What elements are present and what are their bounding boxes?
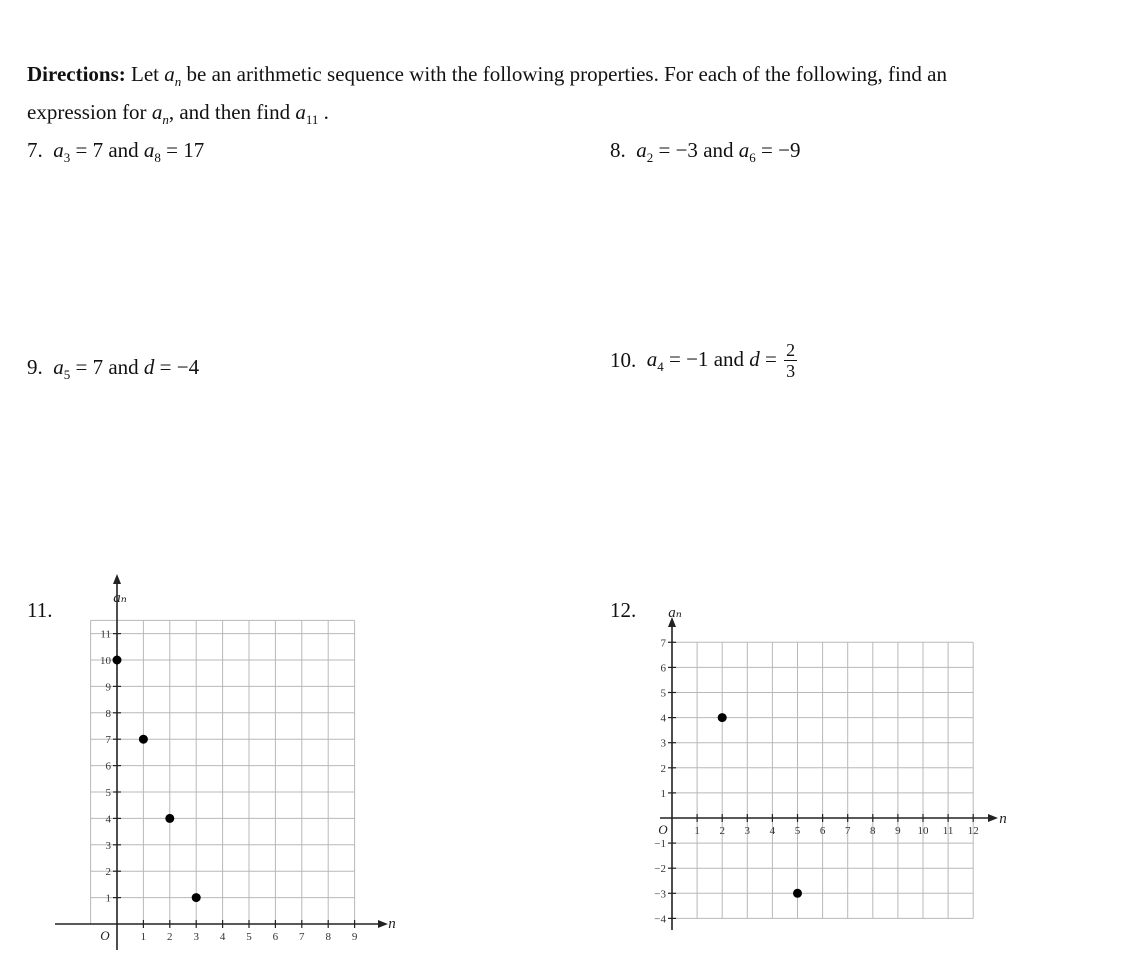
x-tick-label: 1	[694, 825, 700, 837]
y-tick-label: 4	[660, 712, 666, 725]
value-1: = −3	[658, 138, 698, 162]
origin-label: O	[658, 822, 668, 837]
fraction-numerator: 2	[786, 340, 796, 360]
value-1: = 7	[75, 138, 104, 162]
problem-number: 7.	[27, 138, 43, 162]
conjunction: and	[703, 138, 734, 162]
y-tick-label: −4	[654, 913, 666, 926]
y-tick-label: 11	[100, 628, 111, 641]
y-axis-label: aₙ	[668, 605, 682, 621]
x-tick-label: 12	[967, 825, 979, 837]
x-axis-label: n	[999, 811, 1007, 827]
var-a: a	[646, 346, 658, 371]
var-a: a	[295, 100, 306, 124]
x-tick-label: 6	[272, 931, 279, 943]
var-sub: 2	[646, 150, 654, 165]
y-tick-label: 6	[660, 662, 666, 675]
x-tick-label: 8	[870, 825, 876, 837]
y-tick-label: 10	[100, 655, 111, 667]
x-axis-label: n	[388, 916, 396, 932]
origin-label: O	[100, 928, 110, 943]
problem-11-number: 11.	[27, 598, 53, 622]
directions-text-b: be an arithmetic sequence with the following properties. For each of the following, find an	[186, 62, 947, 86]
x-tick-label: 3	[193, 931, 199, 943]
x-tick-label: 4	[219, 931, 226, 943]
conjunction: and	[108, 138, 139, 162]
y-tick-label: 3	[105, 839, 111, 852]
var-a: a	[53, 138, 64, 162]
var-sub: 6	[749, 150, 756, 165]
var-a: a	[164, 62, 175, 86]
var-sub: n	[162, 112, 169, 127]
directions-text-c: expression for	[27, 100, 147, 124]
var-a: a	[738, 138, 750, 162]
data-point	[793, 889, 802, 898]
var-a: a	[53, 355, 64, 379]
y-tick-label: 7	[105, 734, 111, 747]
var-sub: 5	[63, 367, 71, 382]
x-tick-label: 7	[844, 825, 851, 837]
y-tick-label: 1	[105, 892, 111, 905]
data-point	[718, 713, 727, 722]
directions-end: .	[323, 100, 329, 124]
var-d: d	[143, 355, 155, 379]
conjunction: and	[713, 346, 745, 371]
x-tick-label: 7	[299, 931, 305, 943]
y-tick-label: −1	[654, 838, 666, 851]
var-a: a	[143, 138, 155, 162]
y-tick-label: 6	[105, 760, 111, 773]
value-1: = 7	[75, 355, 104, 379]
y-tick-label: −3	[654, 888, 666, 901]
x-tick-label: 10	[917, 825, 929, 837]
y-tick-label: 2	[660, 762, 666, 775]
x-tick-label: 3	[744, 825, 751, 837]
var-sub: n	[174, 74, 182, 89]
x-tick-label: 1	[140, 931, 147, 943]
directions-label: Directions:	[27, 62, 126, 86]
x-tick-label: 5	[246, 931, 252, 943]
y-tick-label: 9	[105, 681, 111, 694]
directions-text-a: Let	[131, 62, 159, 86]
x-tick-label: 2	[719, 825, 725, 837]
conjunction: and	[108, 355, 139, 379]
problem-number: 10.	[610, 348, 637, 372]
y-tick-label: 1	[660, 787, 666, 800]
var-d: d	[749, 346, 760, 371]
x-axis-arrow	[988, 814, 998, 822]
var-sub: 3	[63, 150, 71, 165]
value-2: = −9	[761, 138, 801, 162]
x-tick-label: 6	[819, 825, 826, 837]
y-tick-label: 8	[105, 707, 111, 720]
value-2: = −4	[159, 355, 200, 379]
y-tick-label: 4	[105, 813, 111, 826]
var-a: a	[151, 100, 163, 124]
value-2: =	[765, 346, 777, 371]
problem-number: 9.	[27, 355, 43, 379]
fraction-denominator: 3	[786, 361, 796, 381]
y-tick-label: 7	[660, 637, 666, 650]
y-tick-label: 3	[660, 737, 666, 750]
x-tick-label: 5	[794, 825, 801, 837]
var-sub: 8	[154, 150, 161, 165]
var-a: a	[636, 138, 647, 162]
directions-text-d: , and then find	[168, 100, 291, 124]
y-tick-label: 5	[660, 687, 666, 700]
x-tick-label: 8	[325, 931, 331, 943]
x-tick-label: 11	[942, 825, 954, 837]
y-tick-label: 2	[105, 866, 111, 879]
y-tick-label: 5	[105, 787, 111, 799]
x-tick-label: 4	[769, 825, 776, 837]
var-sub: 11	[305, 112, 319, 127]
x-tick-label: 2	[167, 931, 173, 943]
value-2: = 17	[166, 138, 205, 162]
problem-number: 8.	[610, 138, 626, 162]
y-tick-label: −2	[654, 863, 666, 876]
value-1: = −1	[669, 346, 709, 371]
x-tick-label: 9	[351, 931, 358, 943]
y-axis-label: aₙ	[113, 590, 127, 606]
problem-12-number: 12.	[610, 598, 637, 622]
x-tick-label: 9	[895, 825, 901, 837]
var-sub: 4	[657, 358, 664, 374]
